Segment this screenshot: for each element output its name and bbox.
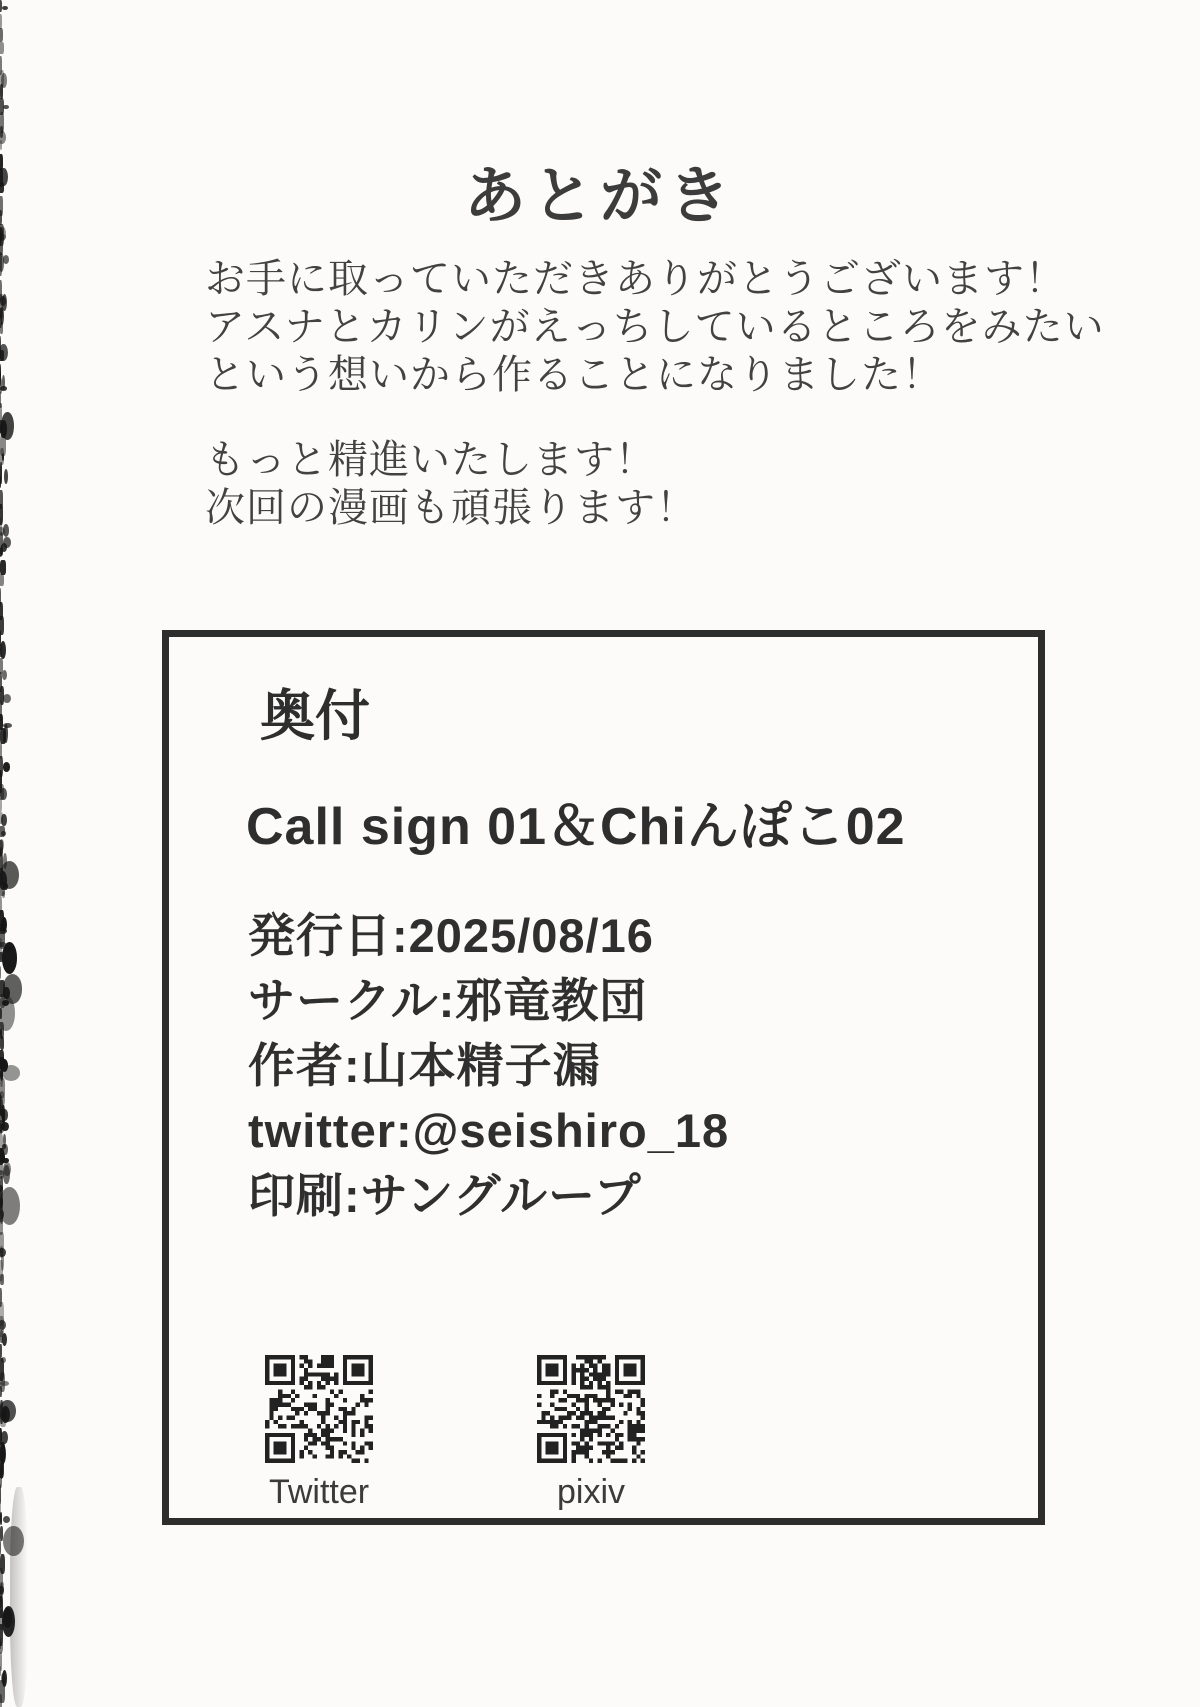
- edge-ink-blob: [0, 1060, 8, 1072]
- edge-ink-blob: [0, 1414, 6, 1427]
- edge-ink-blob: [0, 1442, 5, 1462]
- edge-ink-blob: [0, 420, 6, 438]
- edge-ink-blob: [0, 728, 6, 744]
- edge-ink-blob: [0, 924, 5, 947]
- edge-ink-blob: [0, 1586, 4, 1593]
- edge-ink-blob: [0, 1583, 3, 1602]
- edge-ink-blob: [0, 84, 3, 99]
- edge-ink-blob: [1, 917, 7, 932]
- printer-line: 印刷:サングループ: [248, 1169, 642, 1222]
- edge-ink-blob: [0, 546, 2, 556]
- edge-ink-blob: [0, 938, 2, 960]
- edge-ink-blob: [2, 670, 7, 681]
- edge-ink-blob: [3, 987, 10, 1000]
- edge-ink-blob: [0, 714, 3, 730]
- edge-ink-blob: [0, 406, 2, 429]
- edge-ink-blob: [0, 1196, 3, 1208]
- edge-ink-blob: [2, 1144, 6, 1149]
- edge-ink-blob: [0, 336, 1, 359]
- edge-ink-blob: [2, 1333, 7, 1346]
- scan-smudge: [10, 1487, 28, 1707]
- edge-ink-blob: [0, 344, 8, 361]
- book-title: Call sign 01＆Chiんぽこ02: [246, 798, 906, 856]
- edge-ink-blob: [1, 1154, 5, 1161]
- edge-ink-blob: [0, 1109, 5, 1117]
- edge-ink-blob: [0, 1190, 2, 1211]
- edge-ink-blob: [0, 0, 2, 12]
- edge-ink-blob: [0, 798, 2, 812]
- edge-ink-blob: [0, 826, 5, 837]
- edge-ink-blob: [1, 1109, 7, 1120]
- edge-ink-blob: [0, 462, 2, 484]
- edge-ink-blob: [0, 1185, 3, 1192]
- pixiv-qr-code: [537, 1355, 645, 1463]
- edge-ink-blob: [0, 1068, 3, 1082]
- edge-ink-blob: [0, 1372, 5, 1392]
- colophon-heading: 奥付: [260, 685, 371, 747]
- edge-ink-blob: [0, 322, 3, 334]
- edge-ink-blob: [2, 453, 4, 461]
- colophon-details: [248, 903, 729, 1228]
- edge-ink-blob: [0, 1008, 2, 1019]
- edge-ink-blob: [0, 641, 6, 659]
- edge-ink-blob: [3, 1516, 10, 1523]
- text-line: アスナとカリンがえっちしているところをみたい: [205, 304, 1105, 349]
- edge-ink-blob: [3, 1144, 7, 1155]
- edge-ink-blob: [0, 1028, 2, 1038]
- edge-ink-blob: [0, 868, 3, 885]
- edge-ink-blob: [2, 1105, 4, 1123]
- edge-ink-blob: [0, 1589, 2, 1608]
- edge-ink-blob: [0, 847, 3, 858]
- edge-ink-blob: [0, 1400, 3, 1424]
- author-line: 作者:山本精子漏: [248, 1039, 601, 1092]
- edge-ink-blob: [0, 296, 6, 306]
- edge-ink-blob: [0, 616, 4, 635]
- edge-ink-blob: [2, 1670, 7, 1687]
- edge-ink-blob: [1, 1357, 6, 1363]
- edge-ink-blob: [0, 1302, 4, 1326]
- edge-ink-blob: [1, 1406, 10, 1423]
- edge-ink-blob: [1, 412, 14, 440]
- edge-ink-blob: [0, 1456, 4, 1478]
- edge-ink-blob: [0, 672, 2, 692]
- edge-ink-blob: [0, 448, 4, 465]
- edge-ink-blob: [0, 602, 3, 620]
- edge-ink-blob: [0, 294, 3, 318]
- edge-ink-blob: [2, 375, 5, 390]
- edge-ink-blob: [0, 126, 3, 138]
- edge-ink-blob: [0, 910, 4, 931]
- edge-ink-blob: [4, 946, 12, 952]
- edge-ink-blob: [0, 518, 2, 535]
- twitter-qr-label: Twitter: [268, 1473, 370, 1511]
- edge-ink-blob: [0, 1057, 5, 1066]
- edge-ink-blob: [1, 1252, 4, 1271]
- edge-ink-blob: [0, 839, 4, 851]
- edge-ink-blob: [1, 1431, 8, 1444]
- edge-ink-blob: [0, 434, 6, 456]
- edge-ink-blob: [0, 1358, 4, 1381]
- text-line: もっと精進いたします！: [205, 437, 656, 482]
- edge-ink-blob: [0, 28, 3, 42]
- edge-ink-blob: [0, 548, 3, 557]
- scan-edge-artifact: [0, 0, 34, 1707]
- edge-ink-blob: [4, 724, 8, 743]
- edge-ink-blob: [0, 1596, 3, 1618]
- edge-ink-blob: [0, 1064, 3, 1087]
- edge-ink-blob: [3, 1408, 6, 1418]
- edge-ink-blob: [0, 1610, 4, 1630]
- edge-ink-blob: [3, 883, 8, 889]
- afterword-paragraph-1: [205, 255, 1105, 399]
- edge-ink-blob: [0, 630, 1, 646]
- edge-ink-blob: [0, 112, 4, 133]
- edge-ink-blob: [0, 98, 4, 115]
- edge-ink-blob: [3, 853, 7, 869]
- edge-ink-blob: [0, 1451, 5, 1461]
- edge-ink-blob: [0, 253, 4, 272]
- edge-ink-blob: [0, 70, 4, 87]
- edge-ink-blob: [0, 686, 4, 705]
- edge-ink-blob: [0, 812, 3, 824]
- edge-ink-blob: [0, 1568, 3, 1588]
- edge-ink-blob: [0, 1022, 4, 1039]
- edge-ink-blob: [0, 1344, 2, 1358]
- edge-ink-blob: [0, 1106, 4, 1122]
- edge-ink-blob: [3, 694, 11, 703]
- edge-ink-blob: [0, 403, 2, 408]
- edge-ink-blob: [0, 1218, 3, 1235]
- edge-ink-blob: [0, 1170, 4, 1179]
- edge-ink-blob: [3, 524, 10, 537]
- edge-ink-blob: [0, 1428, 2, 1445]
- edge-ink-blob: [0, 1638, 1, 1649]
- edge-ink-blob: [0, 1092, 1, 1114]
- edge-ink-blob: [0, 1526, 3, 1541]
- edge-ink-blob: [0, 307, 4, 325]
- edge-ink-blob: [0, 1462, 3, 1478]
- edge-ink-blob: [0, 995, 15, 1031]
- edge-ink-blob: [3, 255, 9, 264]
- edge-ink-blob: [0, 644, 2, 657]
- edge-ink-blob: [0, 350, 4, 361]
- edge-ink-blob: [0, 308, 2, 328]
- edge-ink-blob: [0, 1381, 8, 1386]
- edge-ink-blob: [0, 1652, 2, 1671]
- edge-ink-blob: [2, 1000, 9, 1006]
- edge-ink-blob: [2, 1606, 15, 1637]
- edge-ink-blob: [0, 928, 7, 935]
- edge-ink-blob: [0, 770, 2, 793]
- edge-ink-blob: [0, 1320, 6, 1330]
- edge-ink-blob: [1, 543, 7, 552]
- edge-ink-blob: [0, 871, 7, 890]
- edge-ink-blob: [0, 1680, 5, 1703]
- edge-ink-blob: [3, 1165, 10, 1185]
- edge-ink-blob: [0, 1512, 2, 1525]
- edge-ink-blob: [0, 1582, 4, 1595]
- edge-ink-blob: [0, 1078, 5, 1098]
- afterword-paragraph-2: [205, 436, 697, 532]
- edge-ink-blob: [2, 1158, 8, 1164]
- twitter-handle-line: twitter:@seishiro_18: [248, 1104, 730, 1157]
- edge-ink-blob: [0, 371, 1, 380]
- edge-ink-blob: [4, 469, 9, 485]
- edge-ink-blob: [1, 1122, 8, 1131]
- edge-ink-blob: [0, 1444, 6, 1464]
- edge-ink-blob: [0, 1274, 4, 1285]
- edge-ink-blob: [0, 252, 2, 276]
- edge-ink-blob: [0, 476, 1, 488]
- edge-ink-blob: [0, 1666, 1, 1676]
- edge-ink-blob: [3, 762, 10, 771]
- edge-ink-blob: [0, 504, 3, 525]
- edge-ink-blob: [0, 1124, 4, 1133]
- edge-ink-blob: [0, 854, 3, 875]
- edge-ink-blob: [0, 392, 1, 407]
- edge-ink-blob: [0, 1149, 5, 1165]
- edge-ink-blob: [2, 891, 4, 898]
- edge-ink-blob: [0, 1134, 3, 1151]
- edge-ink-blob: [0, 994, 5, 1008]
- edge-ink-blob: [0, 1540, 1, 1555]
- twitter-qr-code: [265, 1355, 373, 1463]
- edge-ink-blob: [0, 1624, 3, 1646]
- circle-line: サークル:邪竜教団: [248, 974, 648, 1027]
- edge-ink-blob: [1, 814, 6, 826]
- edge-ink-blob: [2, 1111, 5, 1130]
- edge-ink-blob: [0, 1400, 16, 1423]
- twitter-qr-block: [265, 1355, 373, 1512]
- edge-ink-blob: [0, 742, 2, 759]
- edge-ink-blob: [0, 1232, 4, 1253]
- edge-ink-blob: [3, 974, 23, 1003]
- edge-ink-blob: [0, 942, 7, 949]
- edge-ink-blob: [1, 831, 6, 836]
- edge-ink-blob: [0, 1162, 3, 1175]
- text-line: という想いから作ることになりました！: [205, 352, 943, 397]
- edge-ink-blob: [0, 1288, 2, 1307]
- edge-ink-blob: [0, 1187, 20, 1225]
- edge-ink-blob: [0, 896, 2, 916]
- edge-ink-blob: [0, 861, 19, 889]
- edge-ink-blob: [0, 420, 2, 433]
- edge-ink-blob: [0, 1091, 5, 1108]
- edge-ink-blob: [0, 1484, 1, 1504]
- edge-ink-blob: [0, 1148, 4, 1162]
- edge-ink-blob: [0, 386, 7, 391]
- edge-ink-blob: [0, 966, 1, 979]
- edge-ink-blob: [0, 1120, 2, 1134]
- edge-ink-blob: [3, 1162, 11, 1176]
- edge-ink-blob: [0, 980, 5, 997]
- pixiv-qr-label: pixiv: [556, 1473, 626, 1511]
- edge-ink-blob: [2, 942, 17, 973]
- edge-ink-blob: [1, 918, 5, 930]
- edge-ink-blob: [0, 238, 3, 255]
- pixiv-qr-block: [537, 1355, 645, 1512]
- edge-ink-blob: [3, 723, 12, 728]
- edge-ink-blob: [0, 1210, 4, 1218]
- edge-ink-blob: [0, 378, 2, 394]
- edge-ink-blob: [0, 490, 3, 509]
- edge-ink-blob: [0, 1036, 4, 1050]
- edge-ink-blob: [3, 1526, 24, 1557]
- edge-ink-blob: [0, 588, 1, 607]
- edge-ink-blob: [0, 42, 4, 54]
- edge-ink-blob: [1, 1059, 8, 1072]
- edge-ink-blob: [0, 1217, 3, 1223]
- edge-ink-blob: [0, 1246, 3, 1258]
- edge-ink-blob: [2, 6, 8, 10]
- edge-ink-blob: [0, 1554, 5, 1574]
- edge-ink-blob: [0, 364, 1, 386]
- edge-ink-blob: [3, 537, 11, 549]
- edge-ink-blob: [0, 56, 2, 75]
- edge-ink-blob: [0, 851, 1, 856]
- edge-ink-blob: [3, 729, 6, 743]
- page-title: あとがき: [463, 163, 736, 231]
- edge-ink-blob: [0, 848, 2, 857]
- edge-ink-blob: [0, 1050, 4, 1069]
- edge-ink-blob: [0, 532, 3, 555]
- edge-ink-blob: [0, 1386, 2, 1397]
- edge-ink-blob: [0, 700, 2, 721]
- edge-ink-blob: [3, 1134, 6, 1146]
- edge-ink-blob: [0, 840, 3, 855]
- edge-ink-blob: [0, 1694, 2, 1707]
- edge-ink-blob: [0, 756, 3, 777]
- edge-ink-blob: [0, 1095, 3, 1115]
- edge-ink-blob: [0, 1176, 3, 1199]
- edge-ink-blob: [0, 784, 4, 800]
- edge-ink-blob: [3, 105, 8, 109]
- edge-ink-blob: [2, 1065, 20, 1080]
- edge-ink-blob: [0, 1204, 3, 1222]
- edge-ink-blob: [0, 560, 6, 575]
- edge-ink-blob: [0, 952, 3, 962]
- edge-ink-blob: [0, 131, 6, 143]
- edge-ink-blob: [2, 294, 7, 312]
- edge-ink-blob: [0, 658, 3, 674]
- edge-ink-blob: [0, 1248, 6, 1258]
- edge-ink-blob: [0, 788, 7, 800]
- edge-ink-blob: [0, 280, 2, 301]
- edge-ink-blob: [1, 73, 7, 88]
- edge-ink-blob: [1, 1673, 5, 1684]
- text-line: お手に取っていただきありがとうございます！: [205, 256, 1066, 301]
- edge-ink-blob: [3, 1608, 12, 1627]
- edge-ink-blob: [0, 527, 5, 536]
- publish-date-line: 発行日:2025/08/16: [248, 909, 654, 962]
- edge-ink-blob: [0, 574, 4, 586]
- edge-ink-blob: [0, 1330, 3, 1343]
- edge-ink-blob: [0, 882, 5, 896]
- edge-ink-blob: [0, 1260, 3, 1281]
- edge-ink-blob: [0, 1641, 3, 1654]
- edge-ink-blob: [0, 1316, 4, 1337]
- edge-ink-blob: [0, 14, 2, 29]
- text-line: 次回の漫画も頑張ります！: [205, 485, 697, 530]
- edge-ink-blob: [0, 1498, 1, 1519]
- edge-ink-blob: [0, 1470, 2, 1488]
